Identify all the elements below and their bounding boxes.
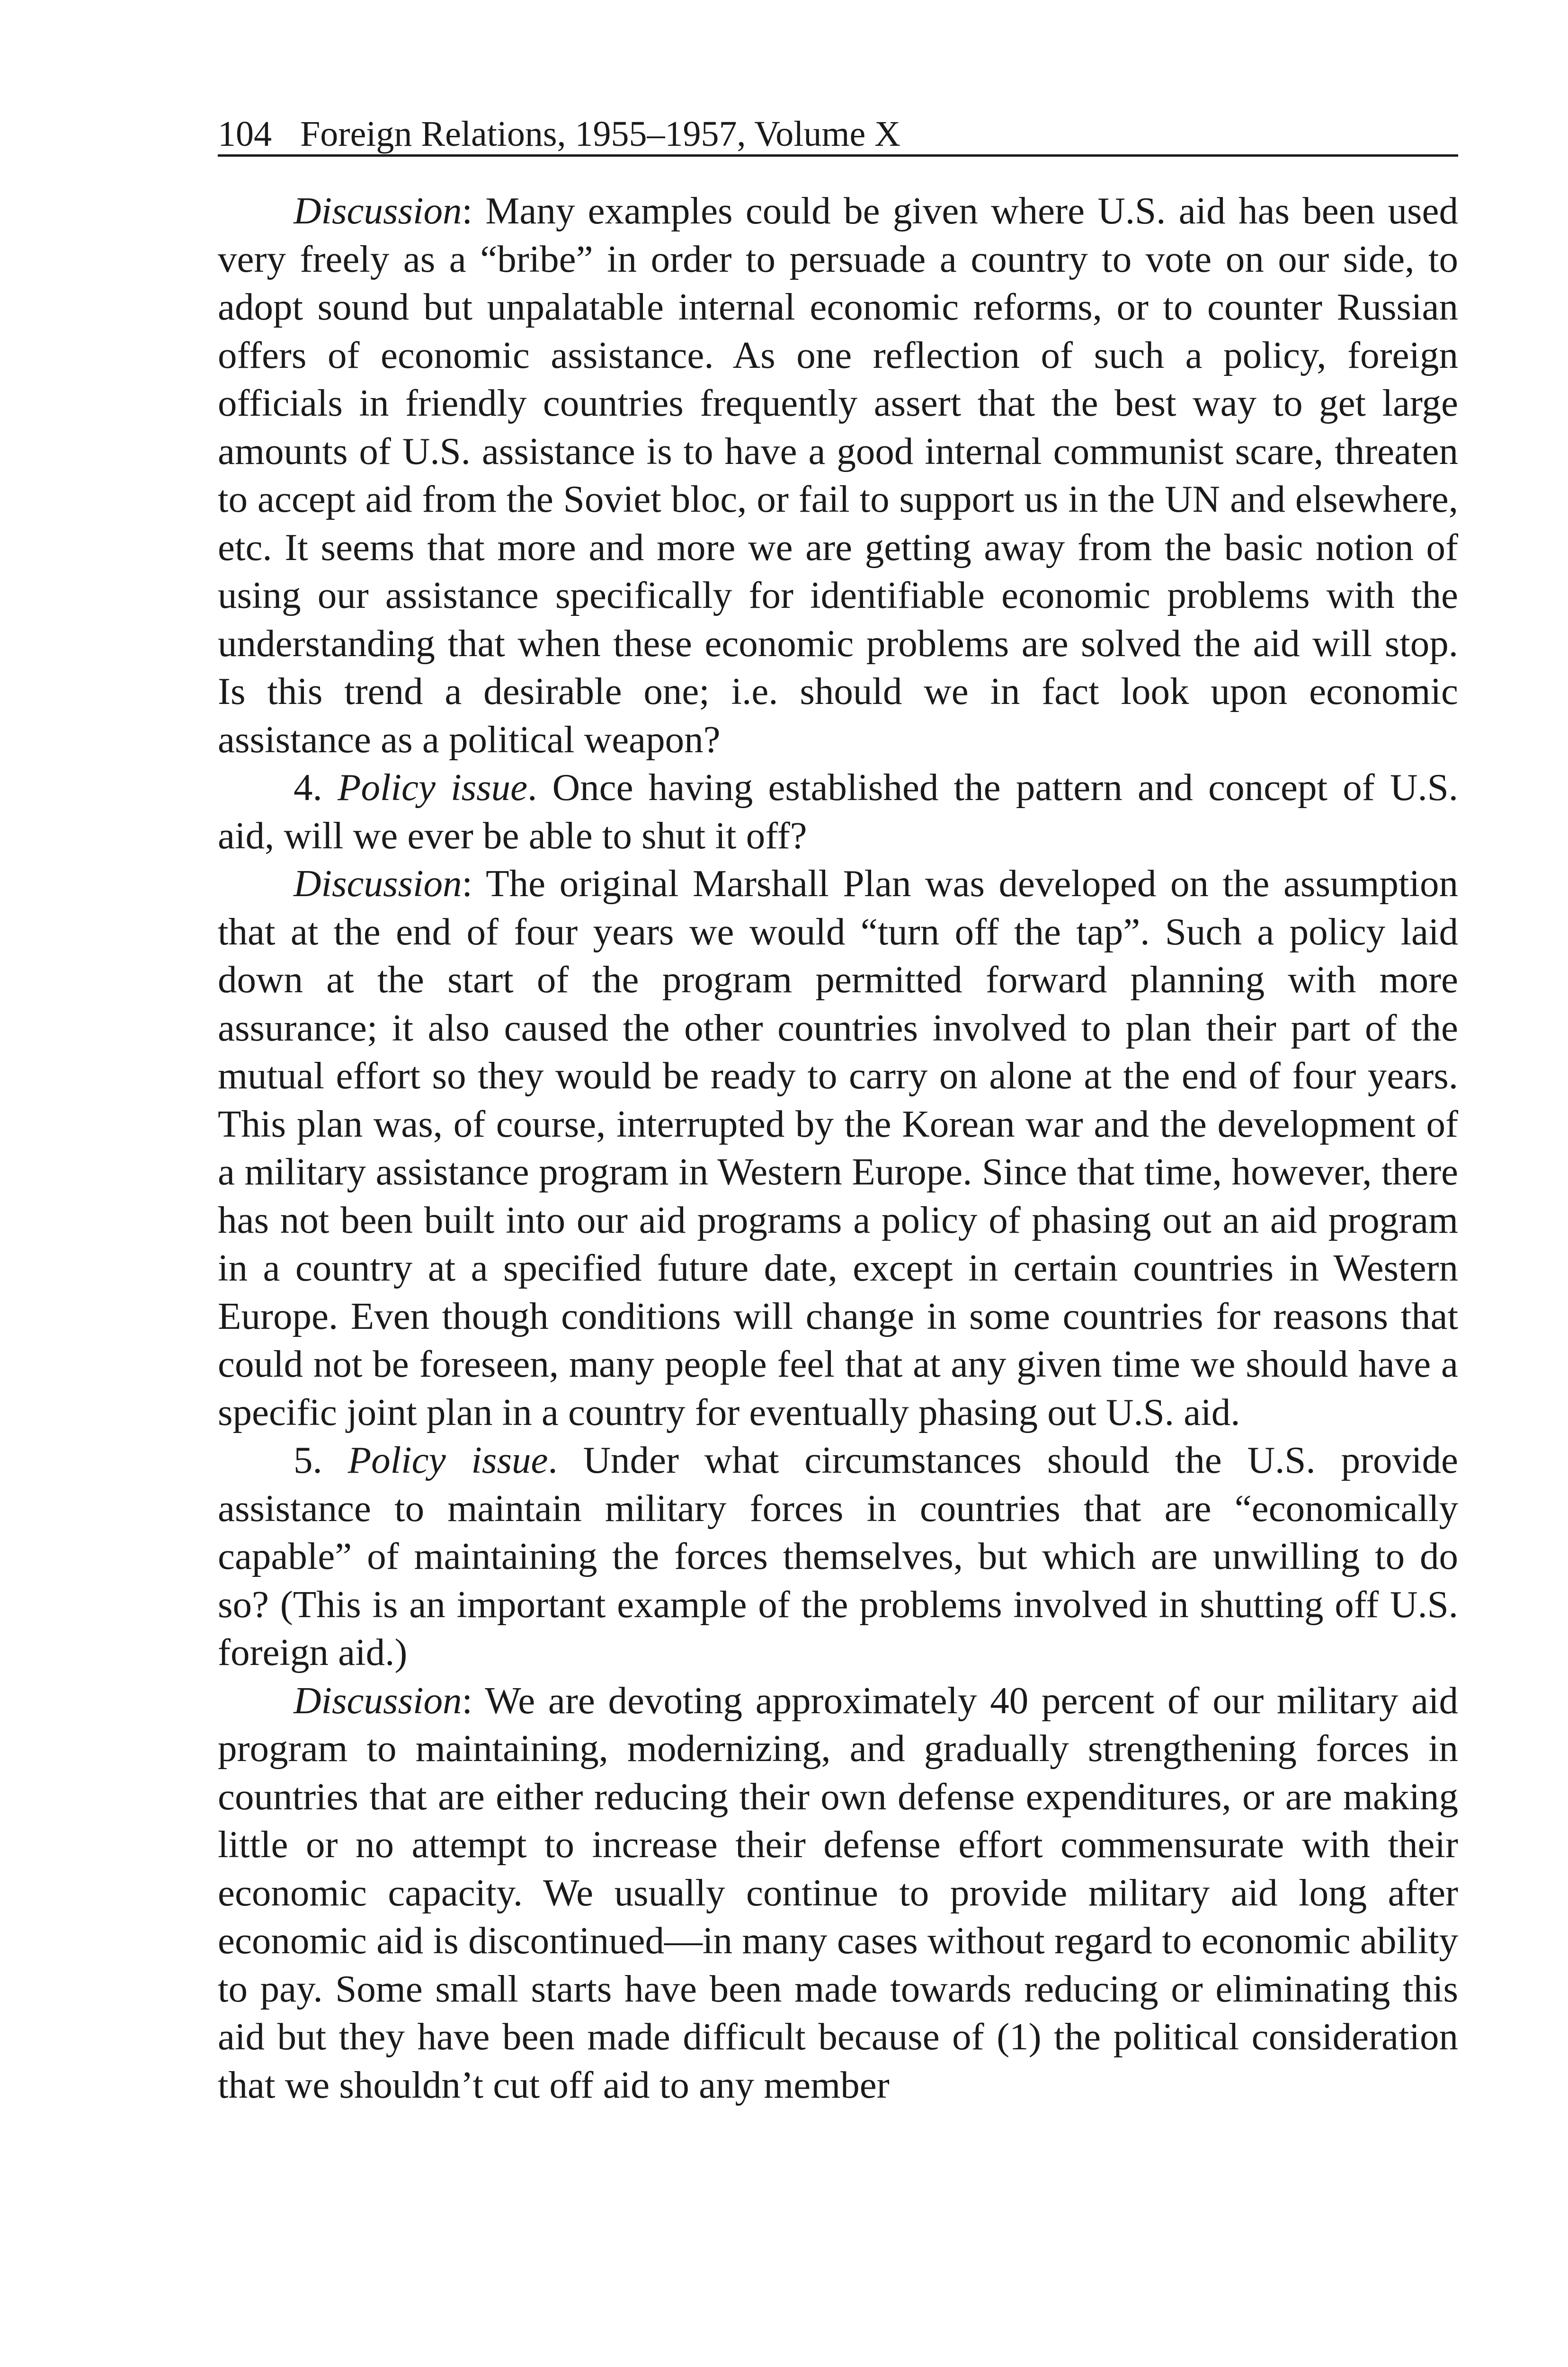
running-header <box>218 114 1458 157</box>
paragraph-label: Discussion <box>294 189 462 232</box>
paragraph-text: The original Marshall Plan was developed on the assumption that at the end of four years we would “turn off the tap”. Such a policy laid down at the start of the program permitted forward planning with more assurance; it also caused the other countries involved to plan their part of the mutual effort so they would be ready to carry on alone at the end of four years. This plan was, of course, interrupted by the Korean war and the development of a military assistance program in Western Europe. Since that time, however, there has not been built into our aid programs a policy of phasing out an aid program in a country at a specified future date, except in certain countries in Western Europe. Even though conditions will change in some countries for reasons that could not be foreseen, many people feel that at any given time we should have a specific joint plan in a country for eventually phasing out U.S. aid. <box>218 862 1458 1433</box>
item-number: 5. <box>294 1439 348 1481</box>
paragraph-policy-issue-5: 5. Policy issue. Under what circumstances should the U.S. provide assistance to maintain military forces in countries that are “economically capable” of maintaining the forces themselves, but which are unwilling to do so? (This is an important example of the problems involved in shutting off U.S. foreign aid.) <box>218 1439 1459 1673</box>
running-title: Foreign Relations, 1955–1957, Volume X <box>300 114 901 154</box>
paragraph-text: Once having established the pattern and concept of U.S. aid, will we ever be able to shut it off? <box>218 766 1459 857</box>
paragraph-text: Many examples could be given where U.S. aid has been used very freely as a “bribe” in order to persuade a country to vote on our side, to adopt sound but unpalatable internal economic reforms, or to counter Russian offers of economic assistance. As one reflection of such a policy, foreign officials in friendly countries frequently assert that the best way to get large amounts of U.S. assistance is to have a good internal communist scare, threaten to accept aid from the Soviet bloc, or fail to support us in the UN and elsewhere, etc. It seems that more and more we are getting away from the basic notion of using our assistance specifically for identifiable economic problems with the understanding that when these economic problems are solved the aid will stop. Is this trend a desirable one; i.e. should we in fact look upon economic assistance as a political weapon? <box>218 189 1458 761</box>
page-number: 104 <box>218 114 272 154</box>
paragraph-label: Policy issue <box>338 766 528 809</box>
paragraph-text: We are devoting approximately 40 percent of our military aid program to maintaining, modernizing, and gradually strengthening forces in countries that are either reducing their own defense expenditures, or are making little or no attempt to increase their defense effort commensurate with their economic capacity. We usually continue to provide military aid long after economic aid is discontinued—in many cases without regard to economic ability to pay. Some small starts have been made towards reducing or eliminating this aid but they have been made difficult because of (1) the political consideration that we shouldn’t cut off aid to any member <box>218 1679 1458 2106</box>
paragraph-discussion-3: Discussion: We are devoting approximately 40 percent of our military aid program to maintaining, modernizing, and gradually strengthening forces in countries that are either reducing their own defense expenditures, or are making little or no attempt to increase their defense effort commensurate with their economic capacity. We usually continue to provide military aid long after economic aid is discontinued—in many cases without regard to economic ability to pay. Some small starts have been made towards reducing or eliminating this aid but they have been made difficult because of (1) the political consideration that we shouldn’t cut off aid to any member <box>218 1679 1458 2106</box>
paragraph-label: Discussion <box>294 862 462 905</box>
paragraph-discussion-1: Discussion: Many examples could be given where U.S. aid has been used very freely as a “bribe” in order to persuade a country to vote on our side, to adopt sound but unpalatable internal economic reforms, or to counter Russian offers of economic assistance. As one reflection of such a policy, foreign officials in friendly countries frequently assert that the best way to get large amounts of U.S. assistance is to have a good internal communist scare, threaten to accept aid from the Soviet bloc, or fail to support us in the UN and elsewhere, etc. It seems that more and more we are getting away from the basic notion of using our assistance specifically for identifiable economic problems with the understanding that when these economic problems are solved the aid will stop. Is this trend a desirable one; i.e. should we in fact look upon economic assistance as a political weapon? <box>218 189 1458 761</box>
paragraph-policy-issue-4: 4. Policy issue. Once having established the pattern and concept of U.S. aid, will we ever be able to shut it off? <box>218 766 1459 857</box>
paragraph-discussion-2: Discussion: The original Marshall Plan was developed on the assumption that at the end of four years we would “turn off the tap”. Such a policy laid down at the start of the program permitted forward planning with more assurance; it also caused the other countries involved to plan their part of the mutual effort so they would be ready to carry on alone at the end of four years. This plan was, of course, interrupted by the Korean war and the development of a military assistance program in Western Europe. Since that time, however, there has not been built into our aid programs a policy of phasing out an aid program in a country at a specified future date, except in certain countries in Western Europe. Even though conditions will change in some countries for reasons that could not be foreseen, many people feel that at any given time we should have a specific joint plan in a country for eventually phasing out U.S. aid. <box>218 862 1458 1433</box>
paragraph-label: Discussion <box>294 1679 462 1722</box>
paragraph-label: Policy issue <box>347 1439 548 1481</box>
item-number: 4. <box>294 766 338 809</box>
body-text <box>218 187 1458 2109</box>
paragraph-text: Under what circumstances should the U.S. provide assistance to maintain military forces in countries that are “economically capable” of maintaining the forces themselves, but which are unwilling to do so? (This is an important example of the problems involved in shutting off U.S. foreign aid.) <box>218 1439 1459 1673</box>
